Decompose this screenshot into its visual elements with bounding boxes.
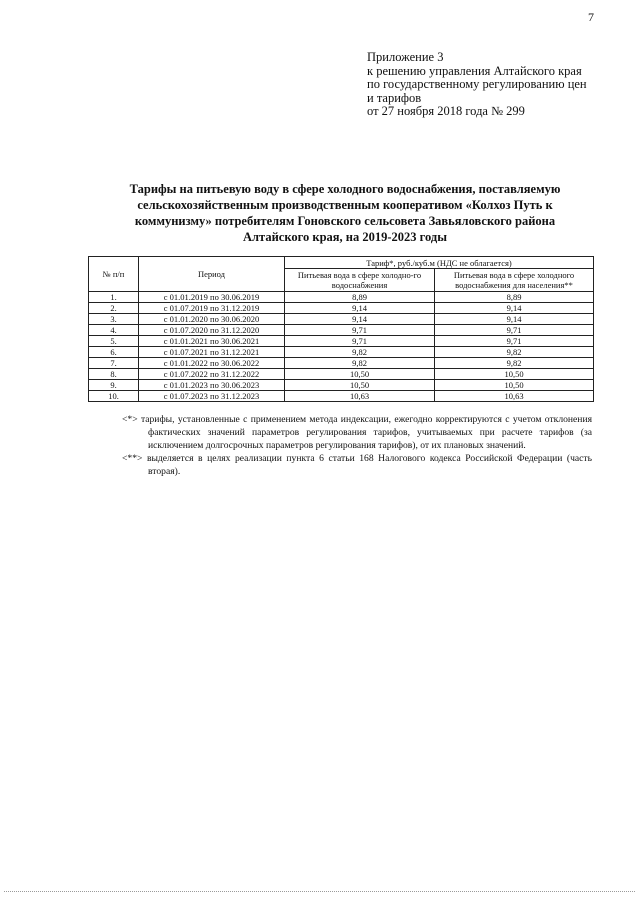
- header-period: Период: [139, 257, 285, 292]
- cell-period: с 01.01.2020 по 30.06.2020: [139, 314, 285, 325]
- title-line: коммунизму» потребителям Гоновского сельсовета Завьяловского района: [134, 214, 556, 228]
- table-row: [89, 325, 594, 336]
- appendix-header: [367, 51, 587, 119]
- scan-edge-line: [4, 891, 635, 892]
- cell-drinking-water: 9,14: [285, 314, 435, 325]
- table-row: [89, 347, 594, 358]
- table-row: [89, 314, 594, 325]
- table-body: [89, 292, 594, 402]
- cell-drinking-water: 8,89: [285, 292, 435, 303]
- title-line: Алтайского края, на 2019-2023 годы: [243, 230, 447, 244]
- footnote-1: <*> тарифы, установленные с применением метода индексации, ежегодно корректируются с учетом отклонения фактических значений параметров регулирования тарифов, учитываемых при расчете тарифов (за исключением долгосрочных параметров регулирования тарифов), от их плановых значений.: [122, 414, 592, 451]
- cell-drinking-water: 9,71: [285, 336, 435, 347]
- cell-drinking-water-population: 8,89: [435, 292, 594, 303]
- appendix-line: к решению управления Алтайского края: [367, 63, 582, 78]
- cell-drinking-water-population: 9,82: [435, 347, 594, 358]
- table-row: [89, 391, 594, 402]
- cell-drinking-water: 9,14: [285, 303, 435, 314]
- cell-num: 9.: [89, 380, 139, 391]
- table-row: [89, 303, 594, 314]
- cell-drinking-water-population: 10,63: [435, 391, 594, 402]
- table-row: [89, 369, 594, 380]
- cell-num: 7.: [89, 358, 139, 369]
- cell-drinking-water: 9,71: [285, 325, 435, 336]
- cell-drinking-water-population: 10,50: [435, 380, 594, 391]
- appendix-line: по государственному регулированию цен: [367, 77, 587, 91]
- cell-period: с 01.07.2020 по 31.12.2020: [139, 325, 285, 336]
- cell-num: 1.: [89, 292, 139, 303]
- header-drinking-water: Питьевая вода в сфере холодно-го водоснабжения: [285, 269, 435, 292]
- cell-drinking-water-population: 9,14: [435, 303, 594, 314]
- cell-num: 8.: [89, 369, 139, 380]
- cell-period: с 01.01.2021 по 30.06.2021: [139, 336, 285, 347]
- cell-drinking-water-population: 9,71: [435, 336, 594, 347]
- cell-drinking-water-population: 9,14: [435, 314, 594, 325]
- cell-drinking-water: 9,82: [285, 358, 435, 369]
- cell-drinking-water: 10,63: [285, 391, 435, 402]
- table-row: [89, 358, 594, 369]
- title-line: Тарифы на питьевую воду в сфере холодного водоснабжения, поставляемую: [129, 182, 561, 196]
- cell-period: с 01.07.2022 по 31.12.2022: [139, 369, 285, 380]
- header-drinking-water-population: Питьевая вода в сфере холодного водоснабжения для населения**: [435, 269, 594, 292]
- appendix-line: от 27 ноября 2018 года № 299: [367, 104, 525, 118]
- cell-period: с 01.07.2023 по 31.12.2023: [139, 391, 285, 402]
- cell-period: с 01.01.2022 по 30.06.2022: [139, 358, 285, 369]
- cell-period: с 01.07.2021 по 31.12.2021: [139, 347, 285, 358]
- tariff-table: [88, 256, 594, 402]
- cell-num: 2.: [89, 303, 139, 314]
- table-row: [89, 336, 594, 347]
- cell-drinking-water-population: 9,82: [435, 358, 594, 369]
- cell-num: 10.: [89, 391, 139, 402]
- cell-drinking-water: 10,50: [285, 380, 435, 391]
- table-row: [89, 380, 594, 391]
- footnote-2: <**> выделяется в целях реализации пункта 6 статьи 168 Налогового кодекса Российской Федерации (часть вторая).: [122, 453, 592, 477]
- cell-num: 5.: [89, 336, 139, 347]
- cell-period: с 01.01.2019 по 30.06.2019: [139, 292, 285, 303]
- cell-drinking-water-population: 10,50: [435, 369, 594, 380]
- title-line: сельскохозяйственным производственным кооперативом «Колхоз Путь к: [137, 198, 553, 212]
- document-title: [100, 181, 590, 245]
- cell-drinking-water: 10,50: [285, 369, 435, 380]
- header-tariff: Тариф*, руб./куб.м (НДС не облагается): [285, 257, 594, 269]
- cell-num: 4.: [89, 325, 139, 336]
- cell-drinking-water-population: 9,71: [435, 325, 594, 336]
- cell-num: 6.: [89, 347, 139, 358]
- footnotes: [122, 413, 592, 478]
- cell-period: с 01.01.2023 по 30.06.2023: [139, 380, 285, 391]
- appendix-line: Приложение 3: [367, 50, 444, 64]
- page-number: 7: [588, 10, 594, 24]
- cell-num: 3.: [89, 314, 139, 325]
- table-row: [89, 292, 594, 303]
- appendix-line: и тарифов: [367, 90, 422, 105]
- header-num: № п/п: [89, 257, 139, 292]
- cell-drinking-water: 9,82: [285, 347, 435, 358]
- cell-period: с 01.07.2019 по 31.12.2019: [139, 303, 285, 314]
